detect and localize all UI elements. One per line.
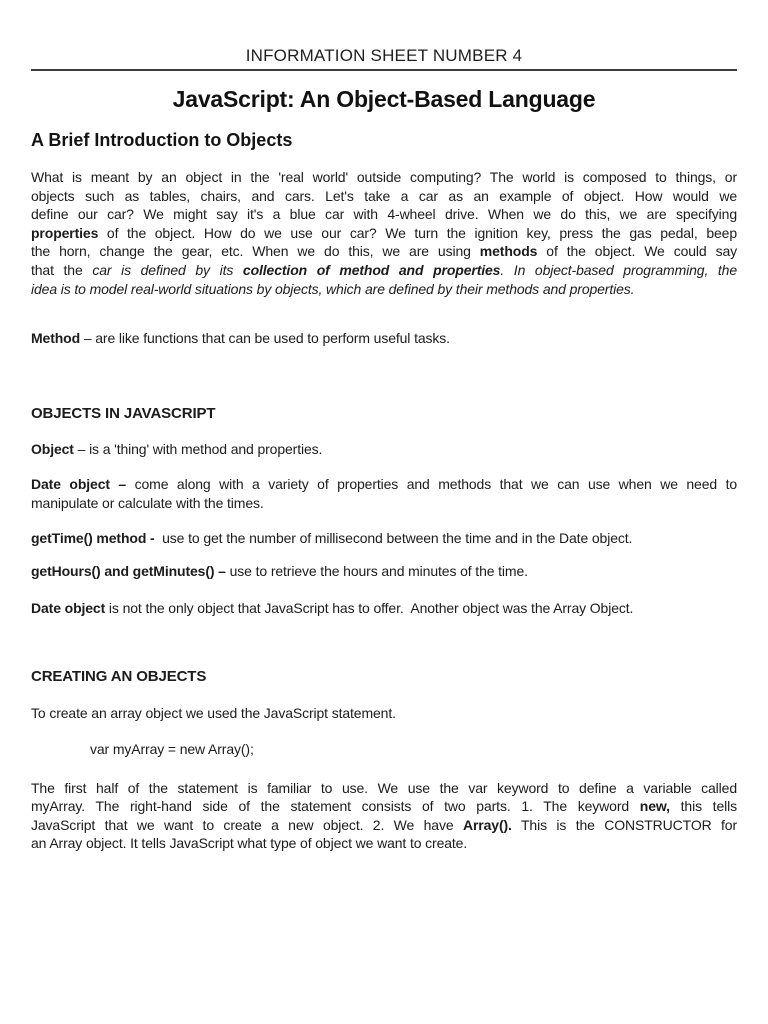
text-run: getTime() method -: [31, 530, 155, 547]
date-object-note: [31, 599, 737, 618]
text-run: myArray. The right-hand side of the statement consists of two parts. 1. The keyword: [31, 798, 640, 815]
paragraph-line: [31, 475, 737, 494]
closing-paragraph: [31, 779, 737, 853]
section-heading-objects: OBJECTS IN JAVASCRIPT: [31, 404, 216, 422]
code-statement: var myArray = new Array();: [90, 741, 254, 758]
paragraph-line: [31, 834, 737, 853]
paragraph-line: [31, 187, 737, 206]
text-run: getHours() and getMinutes() –: [31, 562, 226, 579]
text-run: . In object-based programming, the: [500, 261, 737, 278]
text-run: objects such as tables, chairs, and cars. Let's take a car as an example of object. How would we: [31, 187, 737, 204]
text-run: Date object –: [31, 475, 127, 492]
paragraph-line: [31, 797, 737, 816]
text-run: the horn, change the gear, etc. When we do this, we are using: [31, 243, 480, 260]
text-run: – is a 'thing' with method and properties.: [73, 441, 323, 458]
gethours-definition: [31, 562, 737, 581]
text-run: collection of method and properties: [242, 261, 501, 278]
text-run: an Array object. It tells JavaScript what type of object we want to create.: [31, 835, 468, 852]
document-header: INFORMATION SHEET NUMBER 4: [245, 46, 523, 65]
text-run: is not the only object that JavaScript has to offer. Another object was the Array Object.: [105, 600, 634, 617]
paragraph-line: [31, 224, 737, 243]
text-run: use to get the number of millisecond between the time and in the Date object.: [154, 530, 633, 547]
text-run: that the: [31, 261, 93, 278]
text-run: methods: [479, 243, 538, 260]
text-run: Date object: [31, 600, 106, 617]
text-run: idea is to model real-world situations by objects, which are defined by their methods and properties.: [31, 280, 635, 297]
paragraph-line: [31, 205, 737, 224]
method-definition: [31, 329, 737, 348]
gettime-definition: [31, 529, 737, 548]
paragraph-line: [31, 779, 737, 798]
section-heading-creating: CREATING AN OBJECTS: [31, 667, 207, 685]
intro-paragraph: [31, 168, 737, 298]
text-run: car is defined by its: [92, 261, 243, 278]
text-run: manipulate or calculate with the times.: [31, 494, 264, 511]
date-object-definition: [31, 475, 737, 512]
text-run: use to retrieve the hours and minutes of the time.: [225, 562, 528, 579]
text-run: This is the CONSTRUCTOR for: [511, 816, 737, 833]
text-run: What is meant by an object in the 'real world' outside computing? The world is composed to things, or: [31, 169, 737, 185]
text-run: The first half of the statement is familiar to use. We use the var keyword to define a variable called: [31, 779, 737, 796]
text-run: of the object. How do we use our car? We turn the ignition key, press the gas pedal, beep: [98, 224, 737, 241]
text-run: Array().: [462, 816, 512, 833]
paragraph-line: [31, 280, 737, 299]
text-run: this tells: [669, 798, 737, 815]
section-heading-intro: A Brief Introduction to Objects: [31, 130, 293, 150]
paragraph-line: [31, 261, 737, 280]
object-definition: [31, 440, 737, 459]
paragraph-line: [31, 816, 737, 835]
text-run: of the object. We could say: [537, 243, 737, 260]
text-run: JavaScript that we want to create a new object. 2. We have: [31, 816, 463, 833]
page-title: JavaScript: An Object-Based Language: [172, 86, 596, 112]
text-run: Object: [31, 441, 74, 458]
paragraph-line: [31, 494, 737, 513]
text-run: properties: [31, 224, 99, 241]
text-run: define our car? We might say it's a blue car with 4-wheel drive. When we do this, we are specifying: [31, 206, 737, 223]
text-run: – are like functions that can be used to perform useful tasks.: [80, 330, 450, 347]
text-run: Method: [31, 330, 81, 347]
text-run: come along with a variety of properties and methods that we can use when we need to: [126, 475, 737, 492]
text-run: new,: [639, 798, 670, 815]
header-rule: [31, 69, 737, 71]
paragraph-line: [31, 242, 737, 261]
paragraph-line: [31, 168, 737, 187]
create-statement-intro: To create an array object we used the JavaScript statement.: [31, 704, 396, 721]
